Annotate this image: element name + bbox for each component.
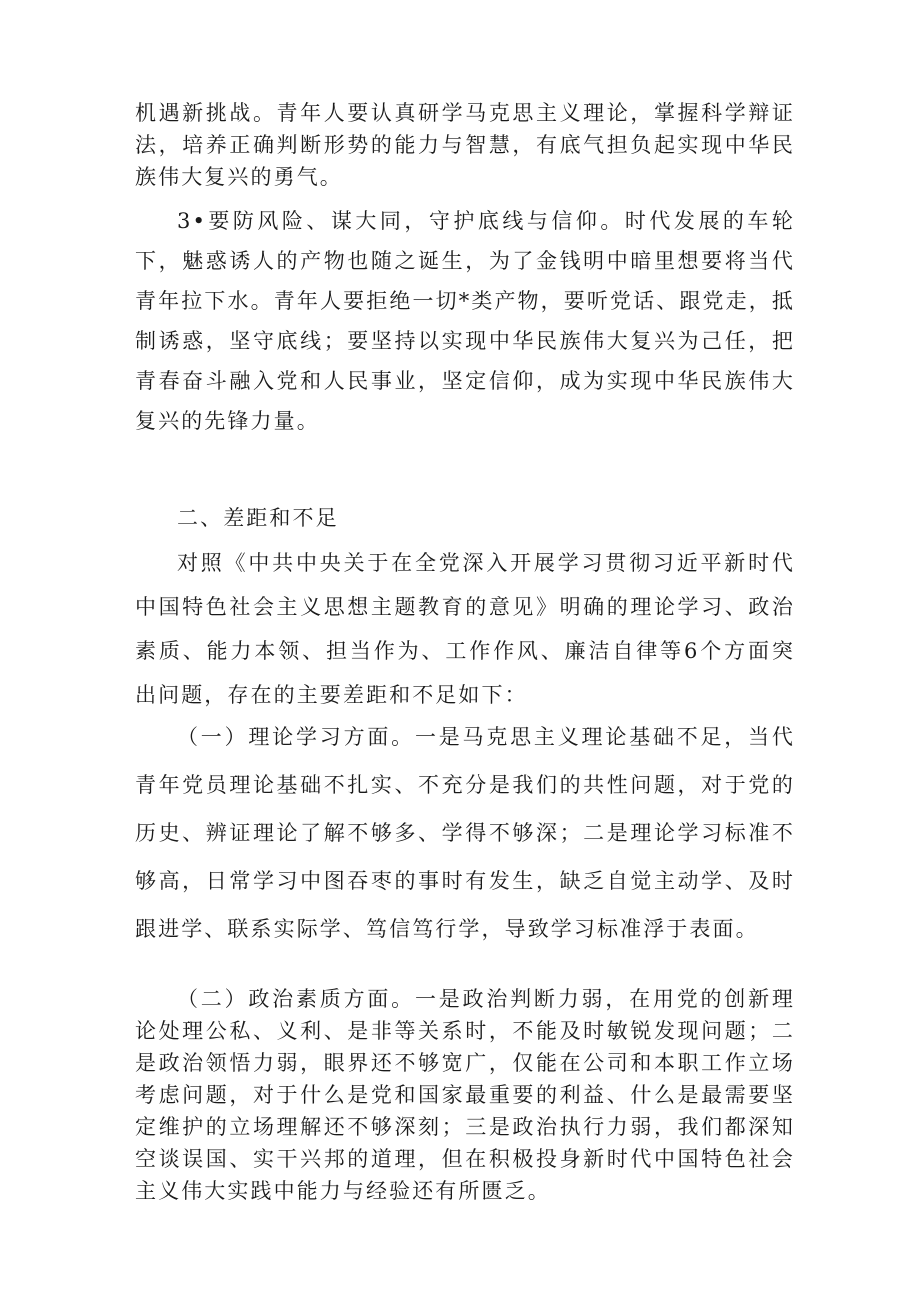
section-heading-gaps: 二、差距和不足 [177, 506, 339, 530]
paragraph-political-quality: （二）政治素质方面。一是政治判断力弱，在用党的创新理论处理公私、义利、是非等关系时，不能及时敏锐发现问题；二是政治领悟力弱，眼界还不够宽广，仅能在公司和本职工作立场考虑问题，对于什么是党和国家最重要的利益、什么是最需要坚定维护的立场理解还不够深刻；三是政治执行力弱，我们都深知空谈误国、实干兴邦的道理，但在积极投身新时代中国特色社会主义伟大实践中能力与经验还有所匮乏。 [135, 987, 795, 1203]
paragraph-intro-gaps: 对照《中共中央关于在全党深入开展学习贯彻习近平新时代中国特色社会主义思想主题教育的意见》明确的理论学习、政治素质、能力本领、担当作为、工作作风、廉洁自律等6个方面突出问题，存在的主要差距和不足如下： [135, 551, 795, 707]
paragraph-point-3: 3•要防风险、谋大同，守护底线与信仰。时代发展的车轮下，魅惑诱人的产物也随之诞生，为了金钱明中暗里想要将当代青年拉下水。青年人要拒绝一切*类产物，要听党话、跟党走，抵制诱惑，坚守底线；要坚持以实现中华民族伟大复兴为己任，把青春奋斗融入党和人民事业，坚定信仰，成为实现中华民族伟大复兴的先锋力量。 [135, 209, 795, 433]
paragraph-continuation: 机遇新挑战。青年人要认真研学马克思主义理论，掌握科学辩证法，培养正确判断形势的能力与智慧，有底气担负起实现中华民族伟大复兴的勇气。 [135, 101, 795, 189]
paragraph-theory-study: （一）理论学习方面。一是马克思主义理论基础不足，当代青年党员理论基础不扎实、不充分是我们的共性问题，对于党的历史、辨证理论了解不够多、学得不够深；二是理论学习标准不够高，日常学习中图吞枣的事时有发生，缺乏自觉主动学、及时跟进学、联系实际学、笃信笃行学，导致学习标准浮于表面。 [135, 725, 795, 941]
